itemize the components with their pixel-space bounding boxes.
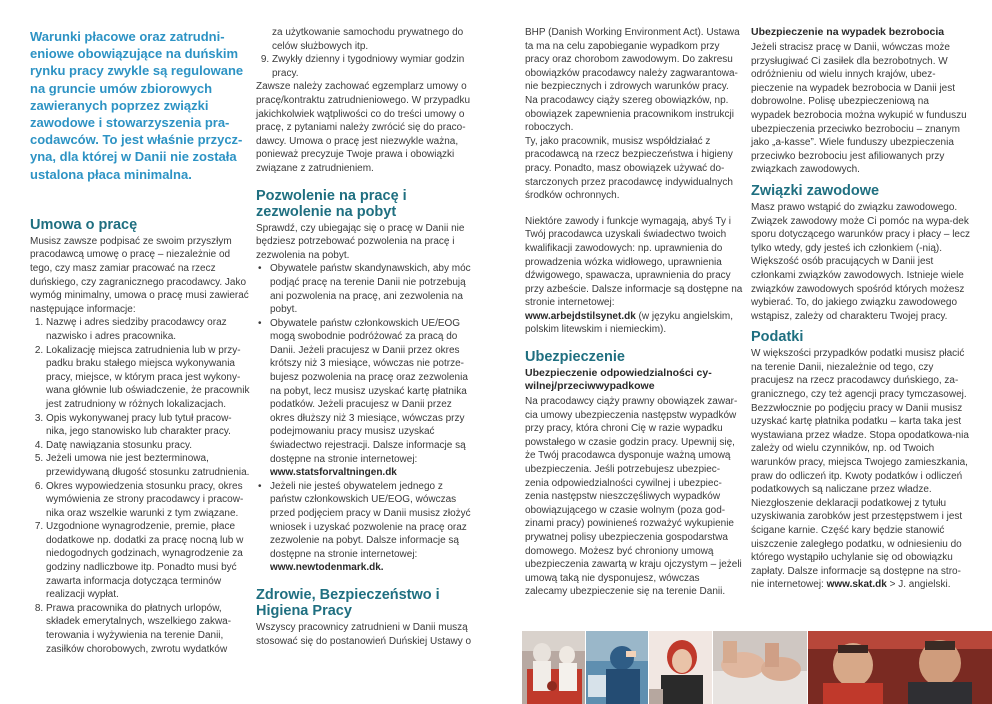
paragraph-work-permit: Sprawdź, czy ubiegając się o pracę w Danii nie będziesz potrzebować pozwolenia na pracę i zezwolenia na pobyt. xyxy=(256,222,465,261)
paragraph-certificates xyxy=(525,215,743,337)
list-item-text: Jeżeli nie jesteś obywatelem jednego z państw członkowskich UE/EOG, wówczas przed podjęciem pracy w Danii musisz złożyć wniosek i uzyskać pozwolenie na pracę oraz zezwolenie na pobyt. Dalsze informacje są dostępne na stronie internetowej: xyxy=(270,480,471,560)
list-item xyxy=(270,317,477,480)
list-item: 2. Lokalizację miejsca zatrudnienia lub w przy-padku braku stałego miejsca wykonywania pracy, miejsce, w którym praca jest wykony-wana głównie lub oświadczenie, że pracownik jest zatrudniony w różnych lokalizacjach. xyxy=(46,344,252,412)
paragraph-employee-duties: Ty, jako pracownik, musisz współdziałać z pracodawcą na rzecz bezpieczeństwa i higieny pracy. Ponadto, masz obowiązek używać do-starczonych przez pracodawcę indywidualnych środków ochronnych. xyxy=(525,135,733,202)
list-item: 4. Datę nawiązania stosunku pracy. xyxy=(46,439,252,453)
photo-lab-worker xyxy=(586,631,648,704)
list-item-continuation: za użytkowanie samochodu prywatnego do celów służbowych itp. xyxy=(272,27,464,52)
list-item: 8. Prawa pracownika do płatnych urlopów, składek emerytalnych, wszelkiego zakwa-terowania i wyżywienia na terenie Danii, zasiłków chorobowych, zwrotu wydatków xyxy=(46,602,252,656)
intro-paragraph: Warunki płacowe oraz zatrudni-eniowe obowiązujące na duńskim rynku pracy zwykle są regulowane na gruncie umów zbiorowych zawieranych poprzez związki zawodowe i stowarzyszenia pra-codawców. To jest właśnie przycz-yna, dla której w Danii nie została ustalona płaca minimalna. xyxy=(30,29,244,182)
list-item: 6. Okres wypowiedzenia stosunku pracy, okres wymówienia ze strony pracodawcy i pracow-nika oraz wszelkie warunki z tym związane. xyxy=(46,480,252,521)
list-item: 7. Uzgodnione wynagrodzenie, premie, płace dodatkowe np. dodatki za pracę nocną lub w niedogodnych godzinach, wynagrodzenie za godziny nadliczbowe itp. Ponadto musi być zawarta informacja dotycząca terminów realizacji wypłat. xyxy=(46,520,252,602)
photo-office-woman xyxy=(649,631,712,704)
contract-requirements-list xyxy=(30,316,252,656)
link-newtodenmark[interactable]: www.newtodenmark.dk. xyxy=(270,562,384,574)
heading-health-safety: Zdrowie, Bezpieczeństwo i Higiena Pracy xyxy=(256,586,440,619)
heading-trade-unions: Związki zawodowe xyxy=(751,182,880,199)
list-item: • Obywatele państw skandynawskich, aby móc podjąć pracę na terenie Danii nie potrzebują ani pozwolenia na pracę, ani zezwolenia na pobyt. xyxy=(270,262,477,316)
paragraph-health-safety: Wszyscy pracownicy zatrudnieni w Danii muszą stosować się do postanowień Duńskiej Ustawy o xyxy=(256,621,472,647)
subheading-liability-insurance: Ubezpieczenie odpowiedzialności cy-wilnej/przeciwwypadkowe xyxy=(525,367,712,393)
subheading-unemployment-insurance: Ubezpieczenie na wypadek bezrobocia xyxy=(751,26,945,38)
column-1 xyxy=(30,26,252,656)
column-2 xyxy=(256,26,477,648)
heading-work-permit: Pozwolenie na pracę i zezwolenie na pobyt xyxy=(256,187,407,220)
link-skat[interactable]: www.skat.dk xyxy=(826,579,887,591)
heading-employment-contract: Umowa o pracę xyxy=(30,216,138,233)
paragraph-keep-contract: Zawsze należy zachować egzemplarz umowy o pracę/kontraktu zatrudnieniowego. W przypadku jakichkolwiek wątpliwości co do treści umowy o pracę, z pytaniami należy zwrócić się do praco-dawcy. Umowa o pracę jest niezwykle ważna, ponieważ precyzuje Twoje prawa i obowiązki związane z zatrudnieniem. xyxy=(256,81,471,174)
column-4 xyxy=(751,26,970,592)
list-item: 3. Opis wykonywanej pracy lub tytuł pracow-nika, jego stanowisko lub charakter pracy. xyxy=(46,412,252,439)
photo-hands-typing xyxy=(713,631,807,704)
paragraph-unemployment-insurance: Jeżeli stracisz pracę w Danii, wówczas może przysługiwać Ci zasiłek dla bezrobotnych. W odróżnieniu od wielu innych krajów, ubez-pieczenie na wypadek bezrobocia w Danii jest dobrowolne. Polisę ubezpieczeniową na wypadek bezrobocia można wykupić w funduszu ubezpieczenia przeciwko bezrobociu – znanym jako „a-kasse”. Wiele funduszy ubezpieczenia przeciwko bezrobociu jest afiliowanych przy związkach zawodowych. xyxy=(751,42,967,176)
certificates-text: Niektóre zawody i funkcje wymagają, abyś Ty i Twój pracodawca uzyskali świadectwo twoich kwalifikacji zawodowych: np. uprawnienia do prowadzenia wózka widłowego, uprawnienia dźwigowego, spawacza, uprawnienia do pracy przy azbeście. Dalsze informacje są dostępne na stronie internetowej: xyxy=(525,215,743,309)
heading-insurance: Ubezpieczenie xyxy=(525,349,625,366)
link-statsforvaltningen[interactable]: www.statsforvaltningen.dk xyxy=(270,467,397,479)
taxes-text: W większości przypadków podatki musisz płacić na terenie Danii, niezależnie od tego, czy pracujesz na rzecz pracodawcy duńskiego, za-granicznego, czy też agencji pracy tymczasowej. Bezzwłocznie po podjęciu pracy w Danii musisz uzyskać kartę płatnika podatku – karta taka jest wystawiana przez władze. Stopa opodatkowa-nia zależy od wielu czynników, np. od Twoich warunków pracy, miejsca Twojego zamieszkania, praw do odliczeń itp. Kwoty podatków i odliczeń podatkowych są naliczane przez władze. Niezgłoszenie deklaracji podatkowej z tytułu uzyskiwania zarobków jest przestępstwem i jest ścigane karnie. Część kary będzie stanowić uiszczenie zaległego podatku, w odniesieniu do którego wystąpiło uchylanie się od obowiązku zapłaty. Dalsze informacje są dostępne na stro-nie internetowej: xyxy=(751,348,969,591)
photo-food-workers xyxy=(522,631,585,704)
paragraph-taxes xyxy=(751,347,970,592)
list-item xyxy=(270,480,477,575)
certificates-text-tail: (w języku angielskim, polskim litewskim i niemieckim). xyxy=(525,310,734,336)
photo-strip xyxy=(522,631,992,704)
paragraph-bhp: BHP (Danish Working Environment Act). Ustawa ta ma na celu zapobieganie wypadkom przy pracy oraz chorobom zawodowym. Do zakresu obowiązków pracodawcy należy zagwarantowa-nie bezpiecznych i zdrowych warunków pracy. Na pracodawcy ciąży szereg obowiązków, np. obowiązek zapewnienia pracownikom instrukcji roboczych. xyxy=(525,27,740,134)
photo-workers-red xyxy=(808,631,992,704)
column-3 xyxy=(525,26,743,599)
list-item-text: Obywatele państw członkowskich UE/EOG mogą swobodnie podróżować za pracą do Danii. Jeżeli pracujesz w Danii przez okres krótszy niż 3 miesiące, wówczas nie potrze-bujesz pozwolenia na pracę oraz zezwolenia na pobyt, lecz musisz uzyskać kartę płatnika podatków. Jeżeli pracujesz w Danii przez okres dłuższy niż 3 miesiące, wówczas przy podejmowaniu pracy musisz uzyskać świadectwo rejestracji. Dalsze informacje są dostępne na stronie internetowej: xyxy=(270,317,468,465)
paragraph-trade-unions: Masz prawo wstąpić do związku zawodowego. Związek zawodowy może Ci pomóc na wypa-dek sporu dotyczącego warunków pracy i płacy – lecz tylko wtedy, gdy jesteś ich członkiem (-nią). Większość osób pracujących w Danii jest członkami związków zawodowych. Istnieje wiele związków zawodowych spośród których możesz wybierać. To, do jakiego związku zawodowego wstąpisz, zależy od charakteru Twojej pracy. xyxy=(751,201,970,322)
list-item: 9. Zwykły dzienny i tygodniowy wymiar godzin pracy. xyxy=(272,53,477,80)
link-arbejdstilsynet[interactable]: www.arbejdstilsynet.dk xyxy=(525,310,636,322)
permit-bullet-list xyxy=(256,262,477,575)
taxes-text-tail: > J. angielski. xyxy=(886,579,951,591)
paragraph-employment-contract: Musisz zawsze podpisać ze swoim przyszłym pracodawcą umowę o pracę – niezależnie od tego, czy masz zamiar pracować na rzecz duńskiego, czy zagranicznego pracodawcy. Jako wymóg minimalny, umowa o pracę musi zawierać następujące informacje: xyxy=(30,235,249,315)
list-item: 5. Jeżeli umowa nie jest bezterminowa, przewidywaną długość stosunku zatrudnienia. xyxy=(46,452,252,479)
heading-taxes: Podatki xyxy=(751,329,804,346)
paragraph-liability-insurance: Na pracodawcy ciąży prawny obowiązek zawar-cia umowy ubezpieczenia następstw wypadków przy pracy, która chroni Cię w razie wypadku powstałego w czasie godzin pracy. Upewnij się, że Twój pracodawca dysponuje ważną umową ubezpieczenia. Jeśli potrzebujesz ubezpiec-zenia odpowiedzialności cywilnej i ubezpiec-zenia następstw nieszczęśliwych wypadków obowiązującego w czasie wolnym (poza god-zinami pracy) powinieneś rozważyć wykupienie prywatnej polisy ubezpieczenia gospodarstwa domowego. Możesz być chroniony umową ubezpieczenia zawartą w kraju ojczystym – jeżeli umową taką nie dysponujesz, wówczas zalecamy ubezpieczenie się na terenie Danii. xyxy=(525,396,742,598)
contract-requirements-list-continued xyxy=(256,53,477,80)
list-item: 1. Nazwę i adres siedziby pracodawcy oraz nazwisko i adres pracownika. xyxy=(46,316,252,343)
